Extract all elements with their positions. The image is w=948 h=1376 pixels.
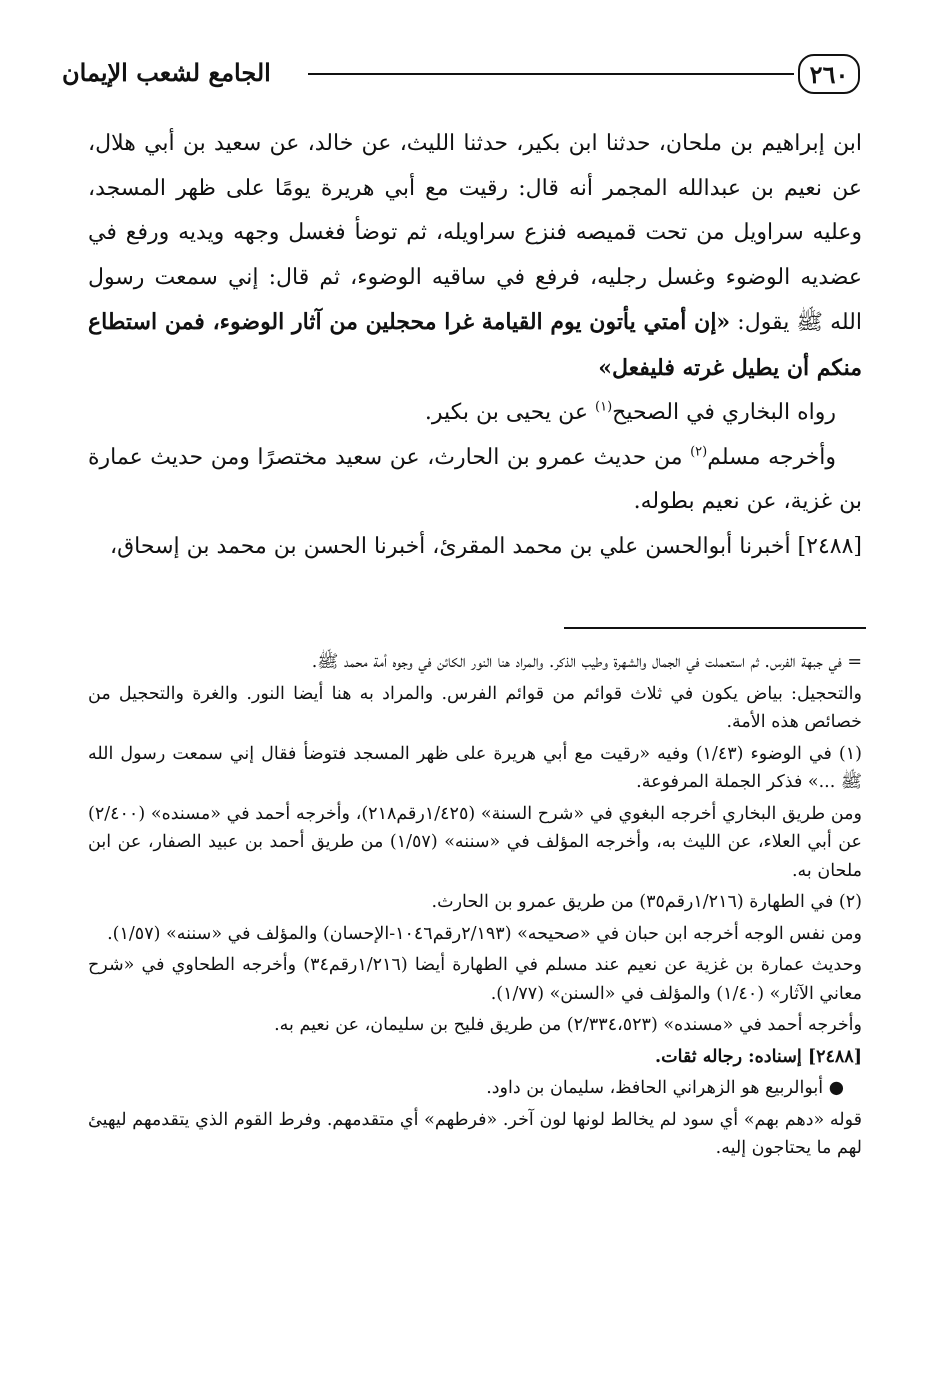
footnotes bbox=[88, 648, 862, 1166]
footnote-1: (١) في الوضوء (١/٤٣) وفيه «رقيت مع أبي هريرة على ظهر المسجد فتوضأ فقال إني سمعت رسول الله ﷺ ...» فذكر الجملة المرفوعة. bbox=[88, 743, 862, 792]
footnote-ref-2: (٢) bbox=[690, 444, 708, 460]
footnote-1-detail: ومن طريق البخاري أخرجه البغوي في «شرح السنة» (١/٤٢٥رقم٢١٨)، وأخرجه أحمد في «مسنده» (٢/٤٠٠) عن أبي العلاء، عن الليث به، وأخرجه المؤلف في «سننه» (١/٥٧) من طريق أحمد بن عبيد الصفار، عن ابن ملحان به. bbox=[88, 803, 862, 881]
hadith-2488-start: [٢٤٨٨] أخبرنا أبوالحسن علي بن محمد المقرئ، أخبرنا الحسن بن محمد بن إسحاق، bbox=[110, 533, 862, 559]
muslim-attribution bbox=[88, 436, 862, 525]
narrator-note-text: أبوالربيع هو الزهراني الحافظ، سليمان بن داود. bbox=[486, 1078, 824, 1098]
book-title: الجامع لشعب الإيمان bbox=[62, 58, 271, 87]
running-head bbox=[62, 48, 860, 100]
hadith-paragraph bbox=[88, 122, 862, 391]
vocabulary-note: قوله «دهم بهم» أي سود لم يخالط لونها لون آخر. «فرطهم» أي متقدمهم. وفرط القوم الذي يتقدمهم ليهيئ لهم ما يحتاجون إليه. bbox=[88, 1109, 862, 1158]
footnote-continuation: والتحجيل: بياض يكون في ثلاث قوائم من قوائم الفرس. والمراد به هنا أيضا النور. والغرة والتحجيل من خصائص هذه الأمة. bbox=[88, 683, 862, 732]
page-number: ٢٦٠ bbox=[798, 54, 860, 94]
hadith-chain-text: ابن إبراهيم بن ملحان، حدثنا ابن بكير، حدثنا الليث، عن خالد، عن سعيد بن أبي هلال، عن نعيم بن عبدالله المجمر أنه قال: رقيت مع أبي هريرة يومًا على ظهر المسجد، وعليه سراويل من تحت قميصه فنزع سراويله، ثم توضأ فغسل وجهه ويديه ورفع في عضديه الوضوء وغسل رجليه، فرفع في ساقيه الوضوء، ثم قال: إني سمعت رسول الله ﷺ يقول: bbox=[88, 131, 862, 335]
muslim-text-end: من حديث عمرو بن الحارث، عن سعيد مختصرًا ومن حديث عمارة بن غزية، عن نعيم بطوله. bbox=[88, 444, 862, 514]
bukhari-attribution bbox=[88, 391, 862, 436]
header-rule bbox=[308, 73, 794, 75]
footnote-2-detail: ومن نفس الوجه أخرجه ابن حبان في «صحيحه» (٢/١٩٣رقم١٠٤٦-الإحسان) والمؤلف في «سننه» (١/٥٧). bbox=[107, 923, 862, 944]
footnote-2-detail: وأخرجه أحمد في «مسنده» (٢/٣٣٤،٥٢٣) من طريق فليح بن سليمان، عن نعيم به. bbox=[274, 1015, 862, 1035]
footnote-ref-1: (١) bbox=[595, 399, 613, 415]
bukhari-text: رواه البخاري في الصحيح bbox=[612, 400, 836, 425]
footnote-2: (٢) في الطهارة (١/٢١٦رقم٣٥) من طريق عمرو بن الحارث. bbox=[431, 892, 862, 912]
muslim-text: وأخرجه مسلم bbox=[707, 444, 836, 470]
isnad-heading: [٢٤٨٨] إسناده: رجاله ثقات. bbox=[655, 1046, 862, 1067]
footnote-separator bbox=[564, 627, 866, 629]
footnote-2-detail: وحديث عمارة بن غزية عن نعيم عند مسلم في الطهارة أيضا (١/٢١٦رقم٣٤) وأخرجه الطحاوي في «شرح معاني الآثار» (١/٤٠) والمؤلف في «السنن» (١/٧٧). bbox=[88, 955, 862, 1004]
bukhari-text-end: عن يحيى بن بكير. bbox=[424, 400, 588, 425]
footnote-continuation: = في جبهة الفرس. ثم استعملت في الجمال والشهرة وطيب الذكر. والمراد هنا النور الكائن في وجوه أمة محمد ﷺ. bbox=[311, 652, 862, 672]
main-text bbox=[88, 122, 862, 569]
hadith-quote: «إن أمتي يأتون يوم القيامة غرا محجلين من آثار الوضوء، فمن استطاع منكم أن يطيل غرته فليفعل» bbox=[88, 309, 862, 381]
bullet-icon: ● bbox=[828, 1078, 844, 1098]
narrator-note bbox=[88, 1074, 862, 1103]
